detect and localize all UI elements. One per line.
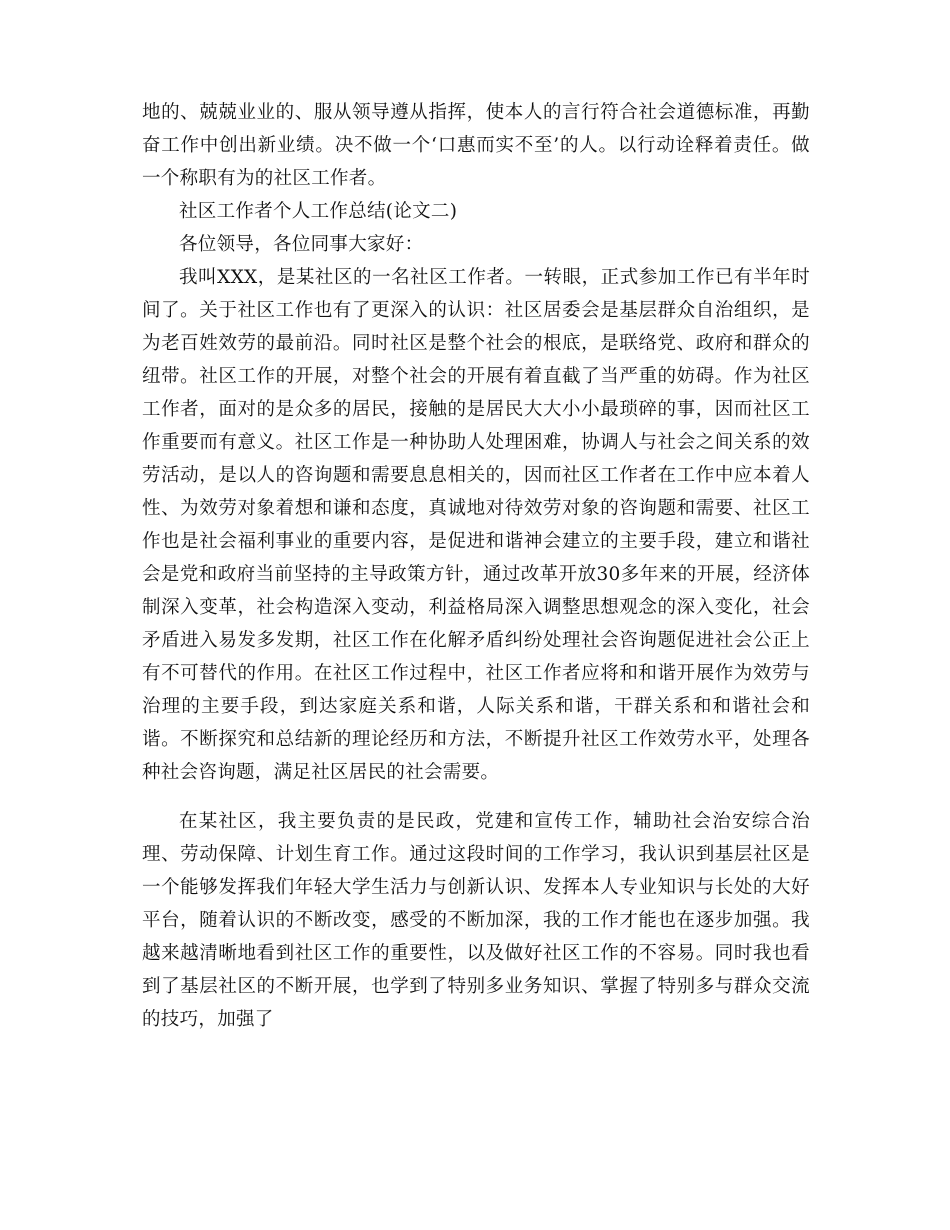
paragraph-body-1: 我叫XXX，是某社区的一名社区工作者。一转眼，正式参加工作已有半年时间了。关于社区工作也有了更深入的认识：社区居委会是基层群众自治组织，是为老百姓效劳的最前沿。同时社区是整个社会的根底，是联络党、政府和群众的纽带。社区工作的开展，对整个社会的开展有着直截了当严重的妨碍。作为社区工作者，面对的是众多的居民，接触的是居民大大小小最琐碎的事，因而社区工作重要而有意义。社区工作是一种协助人处理困难，协调人与社会之间关系的效劳活动，是以人的咨询题和需要息息相关的，因而社区工作者在工作中应本着人性、为效劳对象着想和谦和态度，真诚地对待效劳对象的咨询题和需要、社区工作也是社会福利事业的重要内容，是促进和谐神会建立的主要手段，建立和谐社会是党和政府当前坚持的主导政策方针，通过改革开放30多年来的开展，经济体制深入变革，社会构造深入变动，利益格局深入调整思想观念的深入变化，社会矛盾进入易发多发期，社区工作在化解矛盾纠纷处理社会咨询题促进社会公正上有不可替代的作用。在社区工作过程中，社区工作者应将和和谐开展作为效劳与治理的主要手段，到达家庭关系和谐，人际关系和谐，干群关系和和谐社会和谐。不断探究和总结新的理论经历和方法，不断提升社区工作效劳水平，处理各种社会咨询题，满足社区居民的社会需要。 <box>142 267 810 783</box>
paragraph-continuation: 地的、兢兢业业的、服从领导遵从指挥，使本人的言行符合社会道德标准，再勤奋工作中创出新业绩。决不做一个‘口惠而实不至’的人。以行动诠释着责任。做一个称职有为的社区工作者。 <box>142 102 810 189</box>
document-body <box>142 96 810 1036</box>
greeting-line: 各位领导，各位同事大家好： <box>179 234 424 255</box>
paragraph-body-2: 在某社区，我主要负责的是民政，党建和宣传工作，辅助社会治安综合治理、劳动保障、计划生育工作。通过这段时间的工作学习，我认识到基层社区是一个能够发挥我们年轻大学生活力与创新认识、发挥本人专业知识与长处的大好平台，随着认识的不断改变，感受的不断加深，我的工作才能也在逐步加强。我越来越清晰地看到社区工作的重要性，以及做好社区工作的不容易。同时我也看到了基层社区的不断开展，也学到了特别多业务知识、掌握了特别多与群众交流的技巧，加强了 <box>142 811 810 1030</box>
section-title: 社区工作者个人工作总结(论文二) <box>179 201 458 222</box>
